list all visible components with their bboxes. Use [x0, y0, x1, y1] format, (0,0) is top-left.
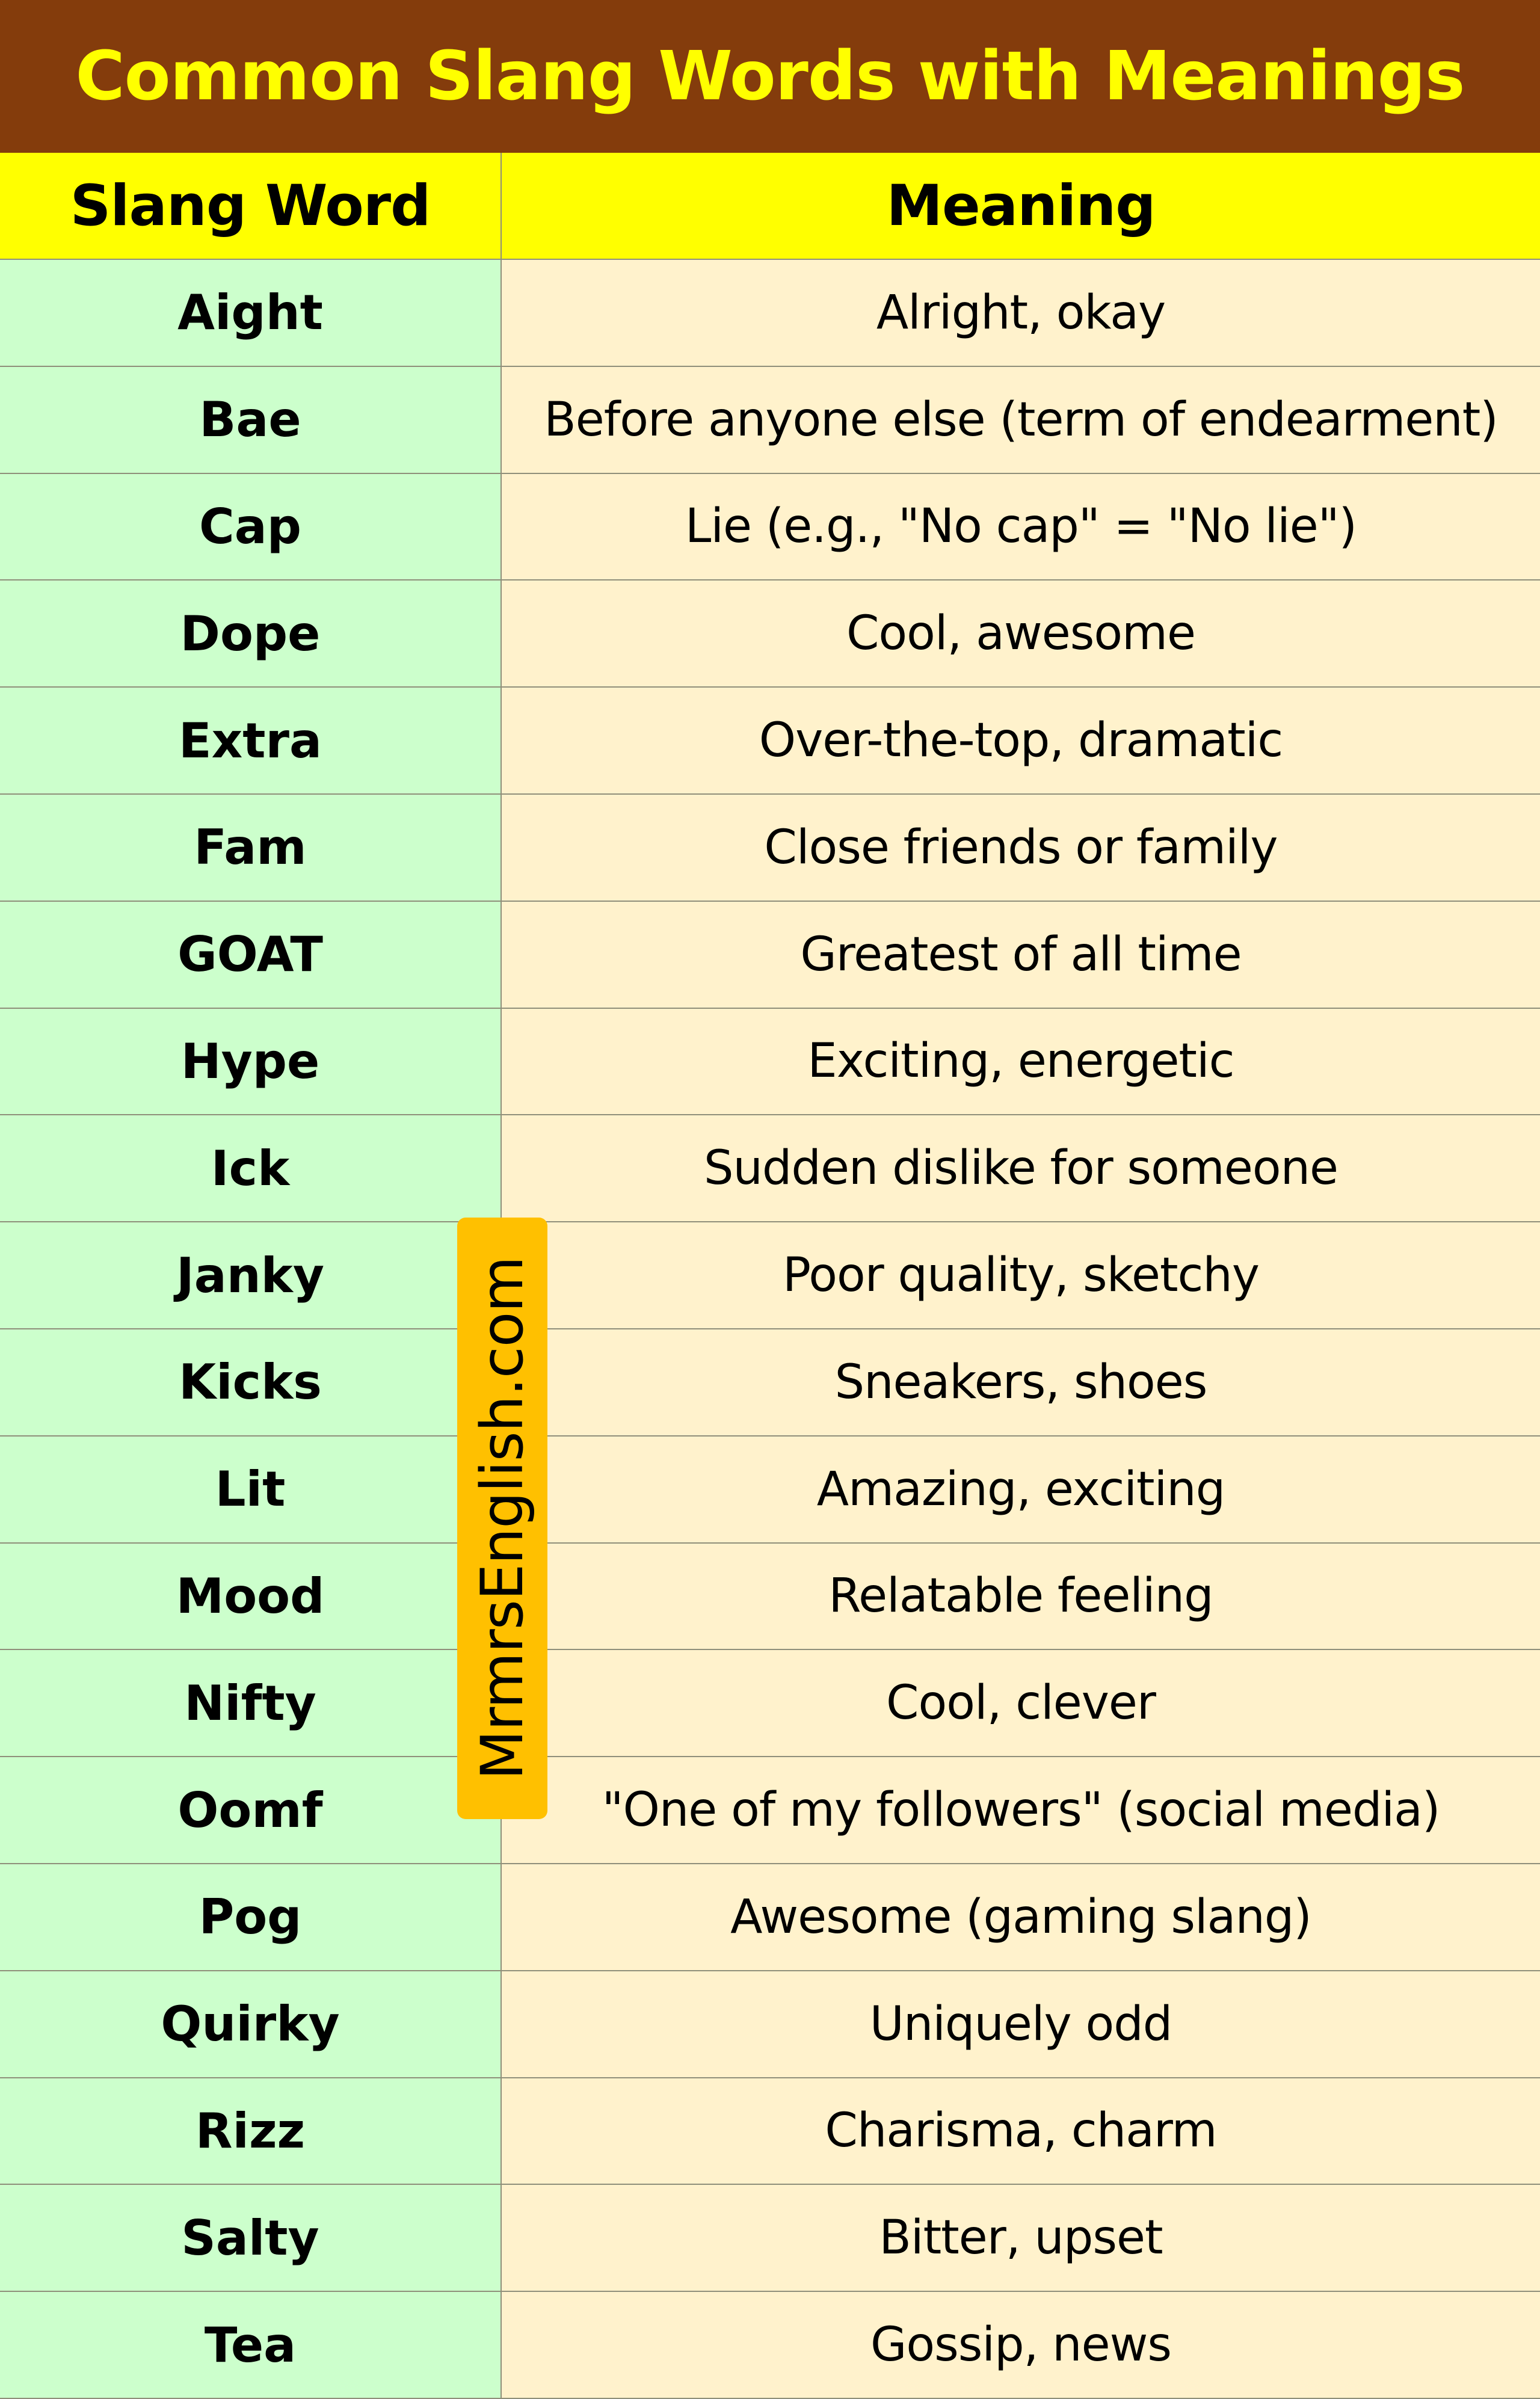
slang-word-cell: Rizz	[0, 2078, 502, 2184]
meaning-cell: Charisma, charm	[502, 2078, 1540, 2184]
meaning-cell: Uniquely odd	[502, 1971, 1540, 2077]
watermark-text: MrmrsEnglish.com	[469, 1257, 537, 1780]
slang-word-cell: Bae	[0, 367, 502, 473]
meaning-cell: Relatable feeling	[502, 1544, 1540, 1649]
meaning-cell: Lie (e.g., "No cap" = "No lie")	[502, 474, 1540, 580]
slang-word-cell: Cap	[0, 474, 502, 580]
meaning-cell: Exciting, energetic	[502, 1009, 1540, 1115]
table-row	[0, 1115, 1540, 1222]
page-title: Common Slang Words with Meanings	[75, 37, 1465, 115]
meaning-cell: Cool, awesome	[502, 581, 1540, 686]
table-row	[0, 474, 1540, 581]
meaning-cell: Sneakers, shoes	[502, 1329, 1540, 1435]
table-row	[0, 902, 1540, 1009]
meaning-cell: Over-the-top, dramatic	[502, 688, 1540, 793]
table-row	[0, 1864, 1540, 1971]
meaning-cell: Bitter, upset	[502, 2185, 1540, 2291]
slang-word-cell: Fam	[0, 795, 502, 901]
header-slang-word: Slang Word	[0, 153, 502, 259]
table-row	[0, 1971, 1540, 2078]
watermark-badge	[457, 1218, 547, 1819]
slang-word-cell: GOAT	[0, 902, 502, 1008]
table-row	[0, 1544, 1540, 1651]
header-meaning: Meaning	[886, 173, 1156, 239]
meaning-cell: Sudden dislike for someone	[502, 1115, 1540, 1221]
table-row	[0, 1222, 1540, 1329]
table-row	[0, 1650, 1540, 1757]
slang-word-cell: Ick	[0, 1115, 502, 1221]
table-row	[0, 2185, 1540, 2292]
meaning-cell: Amazing, exciting	[502, 1437, 1540, 1542]
meaning-cell: "One of my followers" (social media)	[502, 1757, 1540, 1863]
meaning-cell: Awesome (gaming slang)	[502, 1864, 1540, 1970]
table-row	[0, 2292, 1540, 2399]
table-row	[0, 688, 1540, 795]
meaning-cell: Alright, okay	[502, 260, 1540, 366]
slang-word-cell: Hype	[0, 1009, 502, 1115]
meaning-cell: Greatest of all time	[502, 902, 1540, 1008]
table-row	[0, 795, 1540, 902]
meaning-cell: Close friends or family	[502, 795, 1540, 901]
table-row	[0, 581, 1540, 688]
table-row	[0, 367, 1540, 474]
slang-word-cell: Pog	[0, 1864, 502, 1970]
slang-word-cell: Janky	[0, 1222, 502, 1328]
slang-word-cell: Oomf	[0, 1757, 502, 1863]
slang-word-cell: Extra	[0, 688, 502, 793]
table-row	[0, 1329, 1540, 1437]
slang-word-cell: Salty	[0, 2185, 502, 2291]
slang-word-cell: Mood	[0, 1544, 502, 1649]
table-row	[0, 1009, 1540, 1116]
slang-word-cell: Quirky	[0, 1971, 502, 2077]
slang-word-cell: Aight	[0, 260, 502, 366]
table-row	[0, 1757, 1540, 1864]
table-row	[0, 2078, 1540, 2185]
meaning-cell: Before anyone else (term of endearment)	[502, 367, 1540, 473]
meaning-cell: Poor quality, sketchy	[502, 1222, 1540, 1328]
slang-word-cell: Dope	[0, 581, 502, 686]
meaning-cell: Gossip, news	[502, 2292, 1540, 2398]
table-row	[0, 260, 1540, 367]
slang-table	[0, 153, 1540, 2399]
slang-word-cell: Kicks	[0, 1329, 502, 1435]
table-row	[0, 1437, 1540, 1544]
slang-word-cell: Lit	[0, 1437, 502, 1542]
table-header-row	[0, 153, 1540, 260]
slang-word-cell: Tea	[0, 2292, 502, 2398]
slang-word-cell: Nifty	[0, 1650, 502, 1756]
title-banner	[0, 0, 1540, 153]
meaning-cell: Cool, clever	[502, 1650, 1540, 1756]
